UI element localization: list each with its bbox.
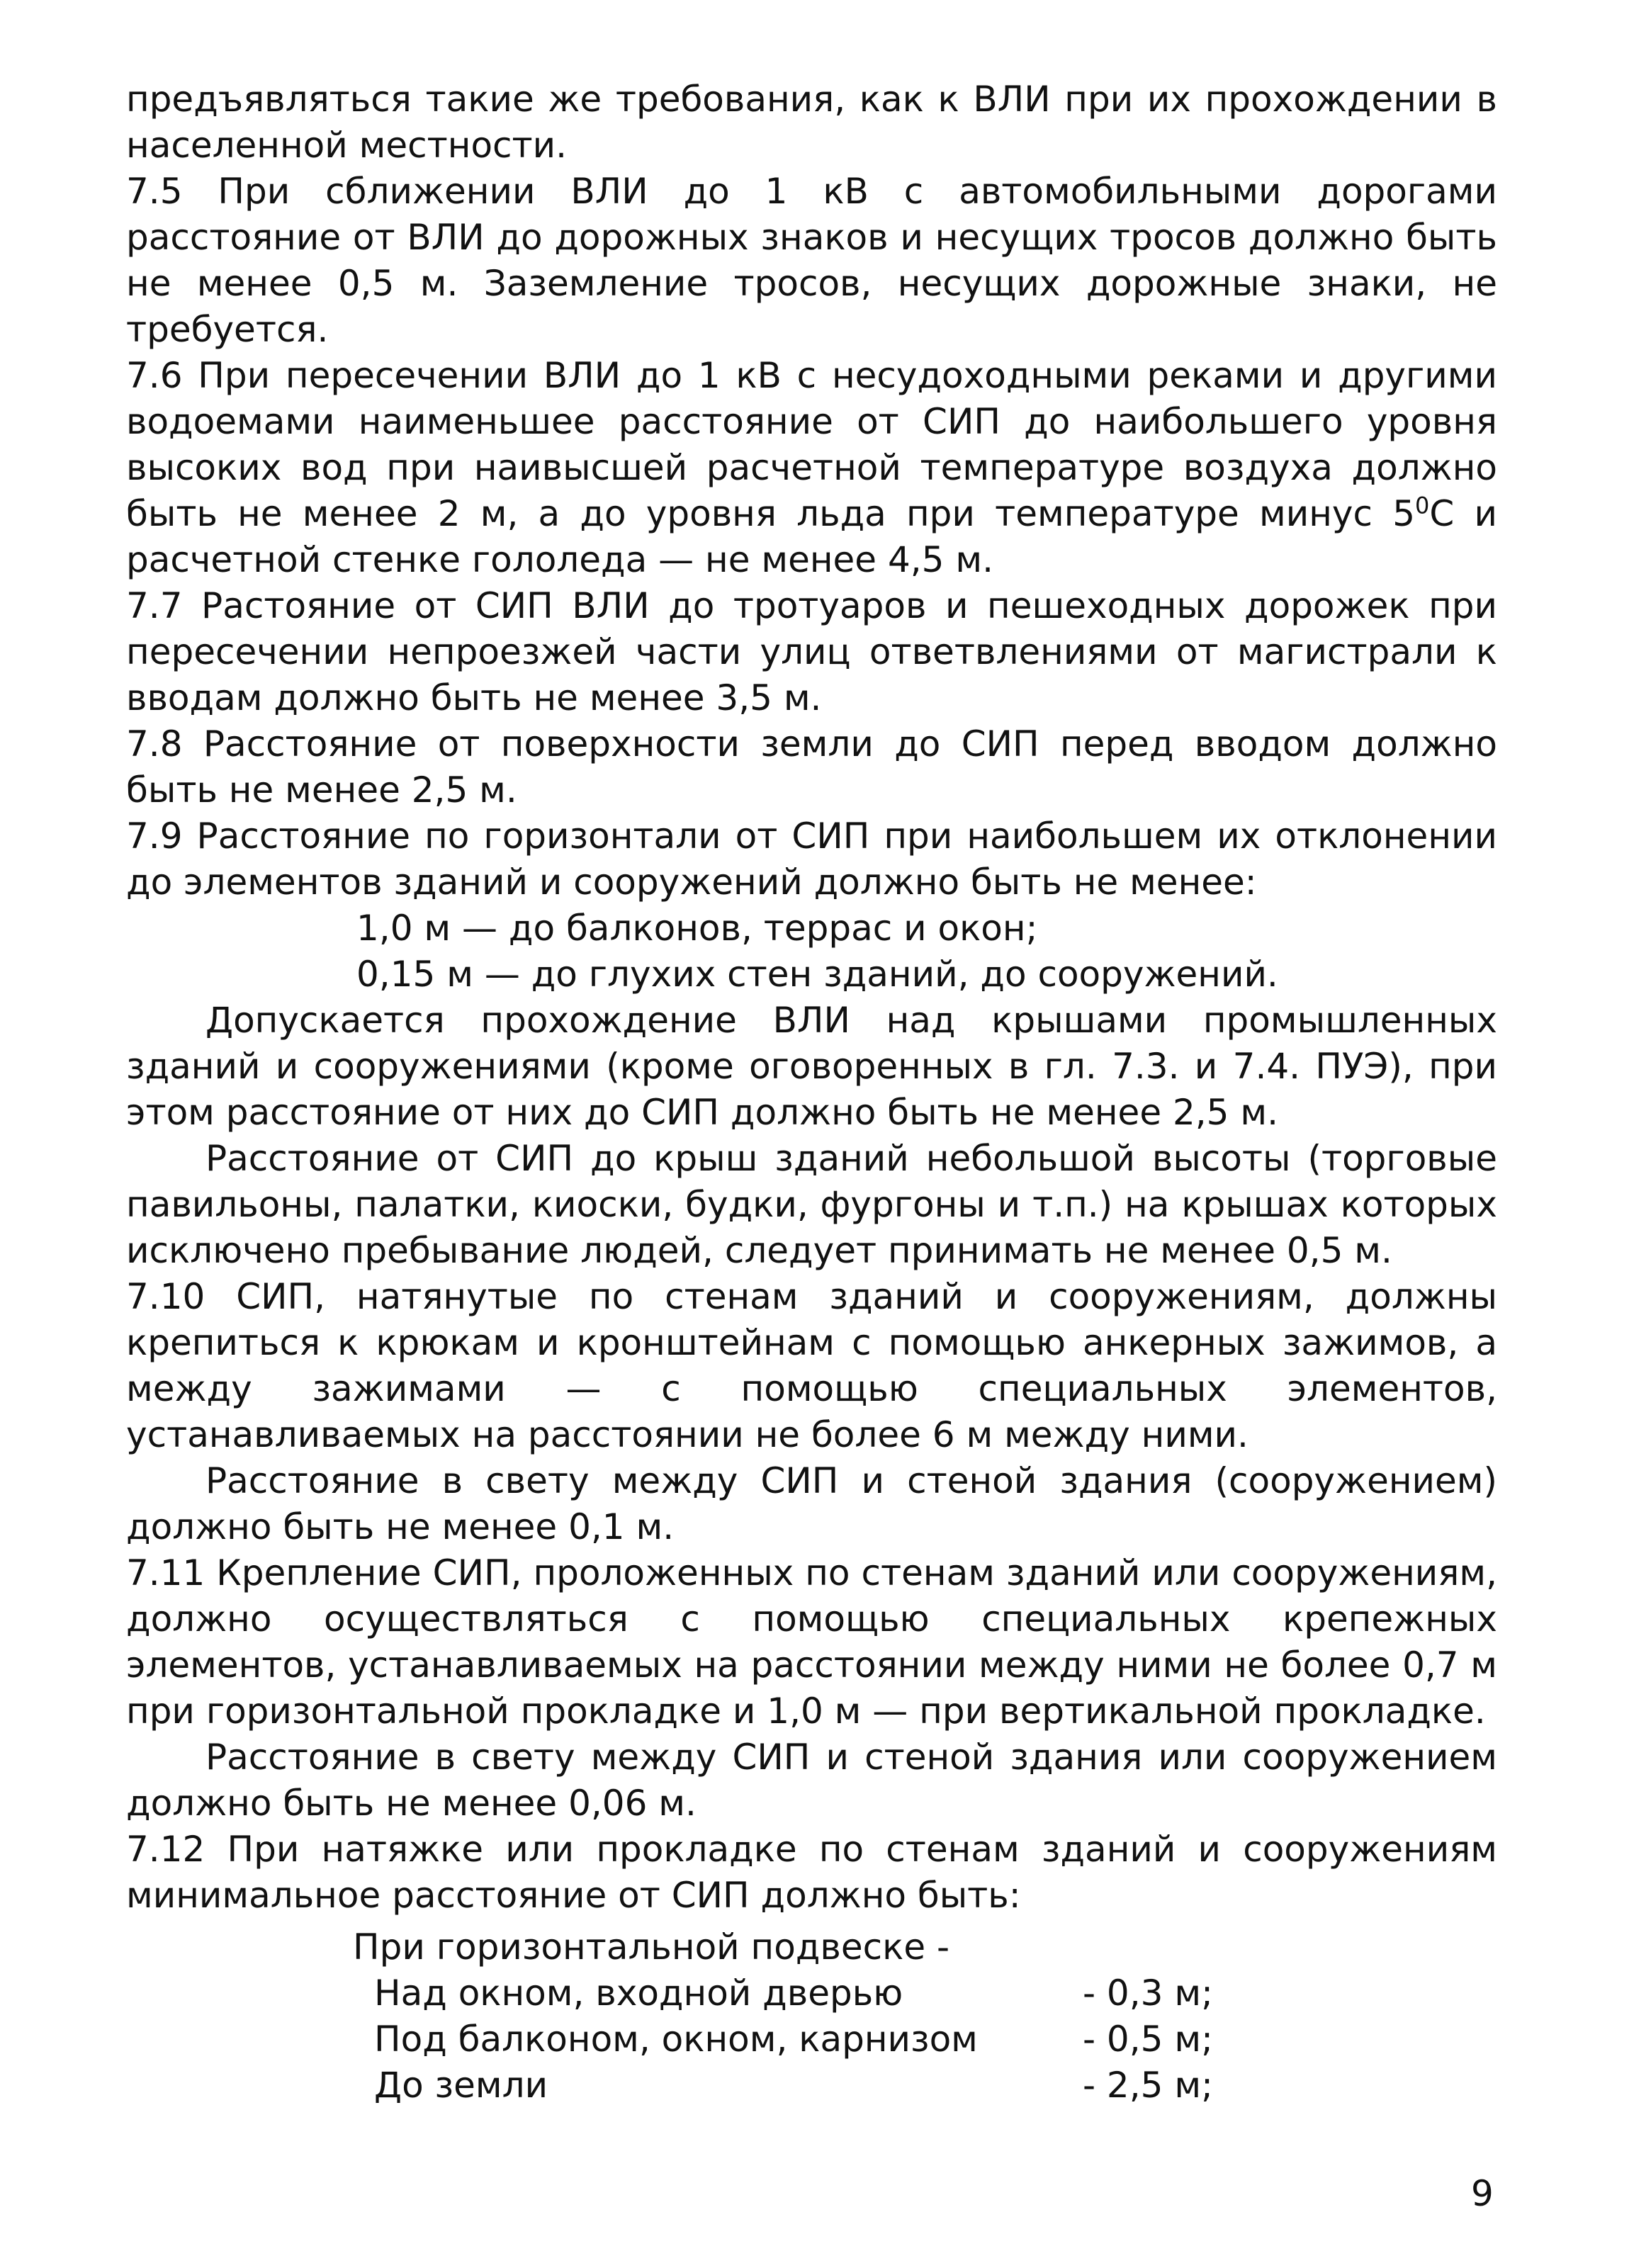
clause-7-10: 7.10 СИП, натянутые по стенам зданий и сооружениям, должны крепиться к крюкам и кронштейнам с помощью анкерных зажимов, а между зажимами — с помощью специальных элементов, устанавливаемых на расстоянии не более 6 м между ними. (126, 1276, 1497, 1455)
row-label: Под балконом, окном, карнизом (374, 2019, 978, 2060)
row-value: - 2,5 м; (1083, 2065, 1213, 2106)
clause-7-12: 7.12 При натяжке или прокладке по стенам зданий и сооружениям минимальное расстояние от СИП должно быть: (126, 1829, 1497, 1916)
page-number: 9 (1471, 2173, 1494, 2214)
clause-7-9-note-2: Расстояние от СИП до крыш зданий небольшой высоты (торговые павильоны, палатки, киоски, будки, фургоны и т.п.) на крышах которых исключено пребывание людей, следует принимать не менее 0,5 м. (126, 1138, 1497, 1271)
row-value: - 0,3 м; (1083, 1973, 1213, 2014)
row-label: До земли (374, 2065, 548, 2106)
table-row (126, 1970, 1497, 2016)
row-label: Над окном, входной дверью (374, 1973, 903, 2014)
clause-7-9: 7.9 Расстояние по горизонтали от СИП при наибольшем их отклонении до элементов зданий и сооружений должно быть не менее: (126, 816, 1497, 903)
paragraph-continuation: предъявляться такие же требования, как к ВЛИ при их прохождении в населенной местности. (126, 79, 1497, 166)
table-row (126, 2016, 1497, 2063)
clause-7-7: 7.7 Растояние от СИП ВЛИ до тротуаров и пешеходных дорожек при пересечении непроезжей части улиц ответвлениями от магистрали к вводам должно быть не менее 3,5 м. (126, 585, 1497, 718)
clause-7-6-text-a: 7.6 При пересечении ВЛИ до 1 кВ с несудоходными реками и другими водоемами наименьшее расстояние от СИП до наибольшего уровня высоких вод при наивысшей расчетной температуре воздуха должно быть не менее 2 м, а до уровня льда при температуре минус 5 (126, 355, 1497, 534)
clause-7-11-note: Расстояние в свету между СИП и стеной здания или сооружением должно быть не менее 0,06 м. (126, 1737, 1497, 1824)
table-heading: При горизонтальной подвеске - (353, 1926, 950, 1968)
table-row (126, 2063, 1497, 2109)
list-item: 0,15 м — до глухих стен зданий, до сооружений. (356, 954, 1278, 995)
degree-superscript: 0 (1415, 492, 1430, 519)
clause-7-6-text-b: С и расчетной стенке гололеда — не менее 4,5 м. (126, 493, 1497, 580)
list-item: 1,0 м — до балконов, террас и окон; (356, 908, 1038, 949)
clause-7-10-note: Расстояние в свету между СИП и стеной здания (сооружением) должно быть не менее 0,1 м. (126, 1460, 1497, 1547)
body-text (126, 77, 1497, 2109)
clause-7-8: 7.8 Расстояние от поверхности земли до СИП перед вводом должно быть не менее 2,5 м. (126, 723, 1497, 811)
clause-7-11: 7.11 Крепление СИП, проложенных по стенам зданий или сооружениям, должно осуществляться с помощью специальных крепежных элементов, устанавливаемых на расстоянии между ними не более 0,7 м при горизонтальной прокладке и 1,0 м — при вертикальной прокладке. (126, 1552, 1497, 1732)
clause-7-6 (126, 353, 1497, 583)
row-value: - 0,5 м; (1083, 2019, 1213, 2060)
clause-7-9-note-1: Допускается прохождение ВЛИ над крышами промышленных зданий и сооружениями (кроме оговоренных в гл. 7.3. и 7.4. ПУЭ), при этом расстояние от них до СИП должно быть не менее 2,5 м. (126, 1000, 1497, 1133)
distance-table (126, 1924, 1497, 2109)
clause-7-5: 7.5 При сближении ВЛИ до 1 кВ с автомобильными дорогами расстояние от ВЛИ до дорожных знаков и несущих тросов должно быть не менее 0,5 м. Заземление тросов, несущих дорожные знаки, не требуется. (126, 171, 1497, 350)
